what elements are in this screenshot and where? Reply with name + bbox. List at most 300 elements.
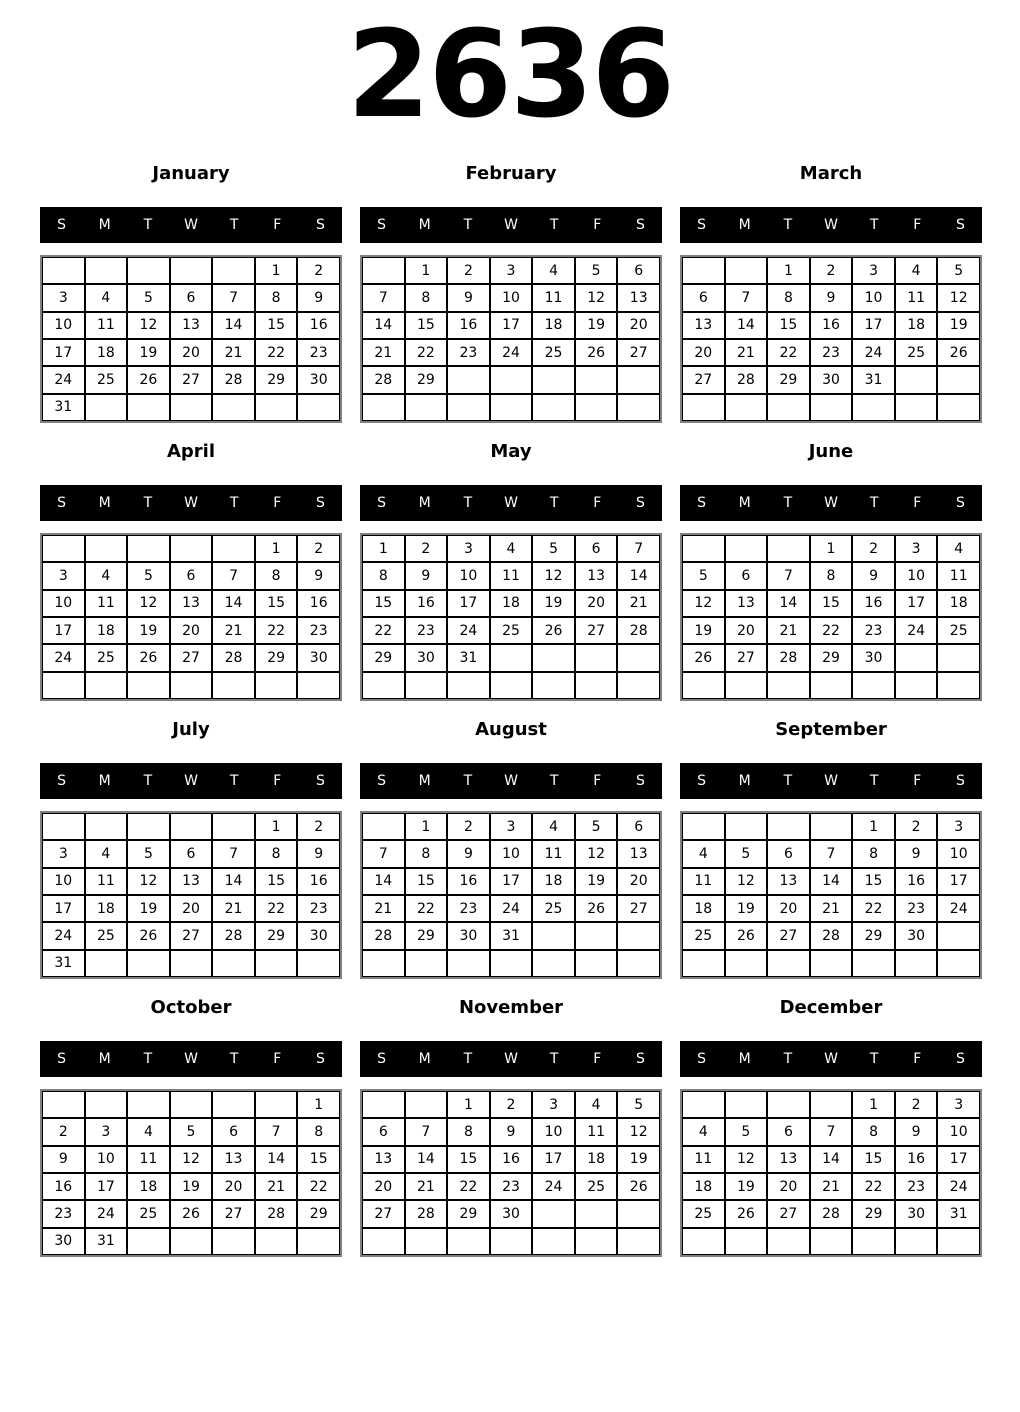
weekday-label: S: [635, 773, 645, 789]
day-cell: 25: [532, 339, 575, 366]
day-cell: 25: [127, 1200, 170, 1227]
empty-day-cell: [85, 1091, 128, 1118]
month-block: [680, 998, 982, 1257]
empty-day-cell: [85, 813, 128, 840]
weekday-label: F: [593, 217, 602, 233]
day-grid: [360, 255, 662, 423]
day-cell: 8: [255, 562, 298, 589]
day-cell: 21: [767, 617, 810, 644]
day-cell: 16: [447, 312, 490, 339]
day-cell: 19: [532, 590, 575, 617]
day-cell: 14: [405, 1146, 448, 1173]
empty-day-cell: [617, 644, 660, 671]
day-cell: 2: [852, 535, 895, 562]
day-cell: 7: [255, 1118, 298, 1145]
weekday-label: W: [184, 495, 198, 511]
weekday-label: F: [913, 773, 922, 789]
day-cell: 27: [725, 644, 768, 671]
day-cell: 2: [297, 257, 340, 284]
day-cell: 22: [767, 339, 810, 366]
day-cell: 2: [405, 535, 448, 562]
day-cell: 27: [617, 339, 660, 366]
day-grid: [360, 1089, 662, 1257]
day-cell: 10: [937, 840, 980, 867]
day-cell: 17: [42, 617, 85, 644]
day-cell: 24: [42, 644, 85, 671]
day-cell: 24: [852, 339, 895, 366]
empty-day-cell: [490, 366, 533, 393]
empty-day-cell: [212, 535, 255, 562]
day-cell: 25: [532, 895, 575, 922]
weekday-label: T: [549, 773, 559, 789]
day-cell: 22: [852, 895, 895, 922]
day-cell: 27: [767, 1200, 810, 1227]
empty-day-cell: [810, 394, 853, 421]
empty-day-cell: [255, 950, 298, 977]
day-cell: 12: [127, 312, 170, 339]
weekday-label: T: [869, 1051, 879, 1067]
day-cell: 24: [490, 895, 533, 922]
empty-day-cell: [490, 672, 533, 699]
empty-day-cell: [725, 672, 768, 699]
day-cell: 20: [575, 590, 618, 617]
weekday-header-bar: [40, 485, 342, 521]
day-grid-cells: [42, 813, 340, 977]
day-grid: [680, 1089, 982, 1257]
day-cell: 31: [490, 922, 533, 949]
weekday-label: S: [377, 773, 387, 789]
day-cell: 23: [895, 895, 938, 922]
day-cell: 4: [575, 1091, 618, 1118]
empty-day-cell: [617, 1228, 660, 1255]
weekday-label: W: [184, 217, 198, 233]
day-cell: 12: [127, 590, 170, 617]
weekday-header-bar: [360, 763, 662, 799]
weekday-label: W: [824, 217, 838, 233]
day-cell: 5: [575, 813, 618, 840]
day-cell: 6: [575, 535, 618, 562]
day-cell: 13: [170, 868, 213, 895]
day-cell: 27: [362, 1200, 405, 1227]
day-cell: 11: [85, 868, 128, 895]
day-cell: 13: [575, 562, 618, 589]
month-title: September: [775, 719, 887, 740]
empty-day-cell: [767, 1228, 810, 1255]
day-cell: 8: [852, 1118, 895, 1145]
day-cell: 16: [852, 590, 895, 617]
empty-day-cell: [255, 672, 298, 699]
day-cell: 11: [85, 590, 128, 617]
day-cell: 15: [405, 868, 448, 895]
day-cell: 19: [575, 312, 618, 339]
empty-day-cell: [297, 672, 340, 699]
day-grid-cells: [362, 1091, 660, 1255]
empty-day-cell: [617, 394, 660, 421]
empty-day-cell: [447, 366, 490, 393]
day-cell: 12: [682, 590, 725, 617]
day-cell: 18: [575, 1146, 618, 1173]
empty-day-cell: [682, 950, 725, 977]
month-title: July: [172, 719, 210, 740]
day-cell: 12: [532, 562, 575, 589]
weekday-label: M: [418, 217, 431, 233]
day-grid: [40, 1089, 342, 1257]
day-cell: 12: [575, 284, 618, 311]
day-cell: 3: [895, 535, 938, 562]
day-cell: 13: [617, 840, 660, 867]
day-grid: [360, 811, 662, 979]
day-cell: 24: [532, 1173, 575, 1200]
day-cell: 18: [85, 617, 128, 644]
empty-day-cell: [532, 922, 575, 949]
empty-day-cell: [532, 672, 575, 699]
empty-day-cell: [212, 394, 255, 421]
day-cell: 2: [490, 1091, 533, 1118]
day-cell: 29: [810, 644, 853, 671]
day-cell: 10: [490, 840, 533, 867]
day-cell: 9: [810, 284, 853, 311]
day-cell: 22: [810, 617, 853, 644]
weekday-label: T: [869, 495, 879, 511]
weekday-label: F: [593, 773, 602, 789]
day-cell: 3: [532, 1091, 575, 1118]
day-cell: 30: [447, 922, 490, 949]
weekday-label: S: [635, 495, 645, 511]
empty-day-cell: [767, 535, 810, 562]
day-cell: 18: [895, 312, 938, 339]
day-cell: 29: [405, 922, 448, 949]
day-cell: 5: [725, 1118, 768, 1145]
month-title: October: [150, 997, 232, 1018]
empty-day-cell: [767, 950, 810, 977]
day-cell: 15: [852, 1146, 895, 1173]
weekday-label: W: [504, 773, 518, 789]
day-cell: 16: [895, 1146, 938, 1173]
day-cell: 10: [490, 284, 533, 311]
empty-day-cell: [297, 394, 340, 421]
empty-day-cell: [682, 1091, 725, 1118]
month-title: April: [166, 441, 216, 462]
day-cell: 14: [810, 1146, 853, 1173]
day-cell: 20: [170, 895, 213, 922]
day-cell: 31: [852, 366, 895, 393]
day-cell: 4: [127, 1118, 170, 1145]
empty-day-cell: [297, 1228, 340, 1255]
day-cell: 17: [532, 1146, 575, 1173]
weekday-label: T: [783, 1051, 793, 1067]
day-cell: 26: [617, 1173, 660, 1200]
day-cell: 7: [362, 284, 405, 311]
day-cell: 31: [42, 950, 85, 977]
day-cell: 15: [767, 312, 810, 339]
day-cell: 6: [682, 284, 725, 311]
day-cell: 14: [212, 590, 255, 617]
weekday-label: M: [738, 217, 751, 233]
weekday-label: F: [273, 495, 282, 511]
day-cell: 15: [297, 1146, 340, 1173]
weekday-label: S: [57, 1051, 67, 1067]
day-cell: 8: [405, 284, 448, 311]
day-cell: 12: [725, 1146, 768, 1173]
day-cell: 29: [255, 644, 298, 671]
day-cell: 12: [170, 1146, 213, 1173]
weekday-label: F: [593, 1051, 602, 1067]
day-cell: 23: [297, 895, 340, 922]
day-grid-cells: [42, 257, 340, 421]
empty-day-cell: [617, 922, 660, 949]
empty-day-cell: [682, 672, 725, 699]
weekday-header-bar: [40, 1041, 342, 1077]
weekday-label: F: [273, 1051, 282, 1067]
day-cell: 2: [447, 257, 490, 284]
day-cell: 24: [447, 617, 490, 644]
day-cell: 14: [255, 1146, 298, 1173]
day-cell: 19: [682, 617, 725, 644]
day-cell: 25: [85, 922, 128, 949]
empty-day-cell: [810, 950, 853, 977]
weekday-label: T: [143, 495, 153, 511]
day-cell: 13: [767, 1146, 810, 1173]
day-grid-cells: [42, 1091, 340, 1255]
day-cell: 7: [617, 535, 660, 562]
day-cell: 14: [617, 562, 660, 589]
empty-day-cell: [127, 535, 170, 562]
day-cell: 23: [490, 1173, 533, 1200]
day-cell: 30: [42, 1228, 85, 1255]
day-cell: 21: [810, 1173, 853, 1200]
day-cell: 11: [532, 284, 575, 311]
month-block: [680, 164, 982, 423]
day-cell: 29: [405, 366, 448, 393]
empty-day-cell: [725, 1228, 768, 1255]
day-cell: 10: [852, 284, 895, 311]
day-cell: 14: [212, 312, 255, 339]
day-cell: 25: [85, 366, 128, 393]
day-cell: 7: [405, 1118, 448, 1145]
day-cell: 9: [852, 562, 895, 589]
day-cell: 14: [725, 312, 768, 339]
weekday-label: T: [783, 773, 793, 789]
weekday-label: T: [463, 773, 473, 789]
empty-day-cell: [127, 257, 170, 284]
day-cell: 11: [937, 562, 980, 589]
day-cell: 24: [895, 617, 938, 644]
empty-day-cell: [42, 535, 85, 562]
day-cell: 10: [42, 590, 85, 617]
weekday-label: T: [463, 495, 473, 511]
empty-day-cell: [725, 1091, 768, 1118]
day-cell: 8: [297, 1118, 340, 1145]
empty-day-cell: [852, 1228, 895, 1255]
day-cell: 24: [937, 895, 980, 922]
day-grid-cells: [682, 535, 980, 699]
day-cell: 9: [895, 1118, 938, 1145]
day-cell: 29: [447, 1200, 490, 1227]
day-cell: 19: [170, 1173, 213, 1200]
day-cell: 22: [255, 895, 298, 922]
day-cell: 26: [127, 366, 170, 393]
day-cell: 7: [810, 840, 853, 867]
day-grid: [360, 533, 662, 701]
weekday-label: S: [955, 773, 965, 789]
day-grid-cells: [362, 813, 660, 977]
day-cell: 4: [85, 284, 128, 311]
day-cell: 30: [297, 644, 340, 671]
day-cell: 3: [937, 1091, 980, 1118]
day-cell: 9: [895, 840, 938, 867]
day-cell: 13: [362, 1146, 405, 1173]
day-cell: 30: [490, 1200, 533, 1227]
weekday-label: M: [418, 773, 431, 789]
month-block: [40, 998, 342, 1257]
weekday-label: T: [463, 217, 473, 233]
empty-day-cell: [575, 1228, 618, 1255]
month-block: [680, 442, 982, 701]
day-cell: 2: [895, 813, 938, 840]
day-cell: 8: [255, 284, 298, 311]
empty-day-cell: [725, 535, 768, 562]
day-cell: 26: [127, 644, 170, 671]
day-cell: 26: [725, 1200, 768, 1227]
day-cell: 16: [297, 312, 340, 339]
day-cell: 17: [447, 590, 490, 617]
empty-day-cell: [810, 1091, 853, 1118]
day-cell: 1: [405, 257, 448, 284]
day-cell: 24: [937, 1173, 980, 1200]
day-cell: 3: [852, 257, 895, 284]
empty-day-cell: [255, 1091, 298, 1118]
day-cell: 9: [297, 840, 340, 867]
weekday-label: T: [783, 217, 793, 233]
empty-day-cell: [362, 950, 405, 977]
day-cell: 9: [405, 562, 448, 589]
day-cell: 17: [85, 1173, 128, 1200]
day-cell: 15: [255, 590, 298, 617]
empty-day-cell: [255, 1228, 298, 1255]
day-cell: 13: [170, 312, 213, 339]
day-cell: 29: [297, 1200, 340, 1227]
day-cell: 21: [212, 617, 255, 644]
day-cell: 5: [937, 257, 980, 284]
day-cell: 16: [405, 590, 448, 617]
day-cell: 4: [85, 562, 128, 589]
day-cell: 29: [852, 1200, 895, 1227]
empty-day-cell: [362, 1091, 405, 1118]
day-cell: 16: [297, 590, 340, 617]
day-cell: 26: [532, 617, 575, 644]
weekday-label: T: [549, 217, 559, 233]
weekday-label: T: [229, 773, 239, 789]
empty-day-cell: [405, 394, 448, 421]
month-block: [360, 164, 662, 423]
empty-day-cell: [937, 672, 980, 699]
empty-day-cell: [170, 535, 213, 562]
weekday-label: T: [229, 217, 239, 233]
day-cell: 22: [362, 617, 405, 644]
empty-day-cell: [575, 922, 618, 949]
empty-day-cell: [127, 950, 170, 977]
day-cell: 12: [575, 840, 618, 867]
day-cell: 9: [297, 562, 340, 589]
month-block: [360, 442, 662, 701]
day-cell: 28: [405, 1200, 448, 1227]
day-cell: 2: [297, 535, 340, 562]
month-block: [40, 442, 342, 701]
day-cell: 4: [937, 535, 980, 562]
day-cell: 17: [937, 868, 980, 895]
day-cell: 2: [42, 1118, 85, 1145]
day-cell: 28: [810, 922, 853, 949]
day-cell: 2: [447, 813, 490, 840]
day-cell: 3: [490, 813, 533, 840]
day-cell: 2: [895, 1091, 938, 1118]
day-cell: 10: [895, 562, 938, 589]
day-cell: 18: [85, 895, 128, 922]
day-cell: 22: [852, 1173, 895, 1200]
empty-day-cell: [767, 1091, 810, 1118]
weekday-label: M: [738, 773, 751, 789]
day-cell: 11: [682, 1146, 725, 1173]
empty-day-cell: [682, 813, 725, 840]
empty-day-cell: [937, 644, 980, 671]
day-cell: 23: [405, 617, 448, 644]
month-block: [40, 164, 342, 423]
weekday-label: S: [697, 217, 707, 233]
empty-day-cell: [127, 1228, 170, 1255]
weekday-label: M: [98, 495, 111, 511]
day-cell: 25: [575, 1173, 618, 1200]
day-cell: 29: [852, 922, 895, 949]
weekday-label: T: [869, 217, 879, 233]
day-cell: 9: [490, 1118, 533, 1145]
day-cell: 14: [767, 590, 810, 617]
empty-day-cell: [532, 1228, 575, 1255]
day-cell: 19: [127, 895, 170, 922]
empty-day-cell: [617, 1200, 660, 1227]
weekday-label: T: [463, 1051, 473, 1067]
day-cell: 17: [937, 1146, 980, 1173]
day-cell: 20: [212, 1173, 255, 1200]
empty-day-cell: [682, 257, 725, 284]
day-cell: 4: [532, 257, 575, 284]
day-grid: [680, 255, 982, 423]
day-cell: 23: [447, 895, 490, 922]
month-block: [40, 720, 342, 979]
empty-day-cell: [575, 950, 618, 977]
day-cell: 29: [255, 366, 298, 393]
day-cell: 27: [767, 922, 810, 949]
day-cell: 1: [405, 813, 448, 840]
day-cell: 20: [725, 617, 768, 644]
empty-day-cell: [362, 1228, 405, 1255]
empty-day-cell: [895, 672, 938, 699]
month-title: June: [808, 441, 854, 462]
day-cell: 7: [810, 1118, 853, 1145]
day-cell: 16: [810, 312, 853, 339]
day-cell: 10: [85, 1146, 128, 1173]
weekday-label: S: [377, 217, 387, 233]
empty-day-cell: [212, 672, 255, 699]
day-cell: 9: [447, 840, 490, 867]
weekday-label: M: [98, 1051, 111, 1067]
day-cell: 21: [405, 1173, 448, 1200]
weekday-label: T: [229, 495, 239, 511]
day-cell: 27: [682, 366, 725, 393]
day-cell: 30: [297, 366, 340, 393]
empty-day-cell: [532, 366, 575, 393]
empty-day-cell: [85, 950, 128, 977]
day-cell: 12: [725, 868, 768, 895]
